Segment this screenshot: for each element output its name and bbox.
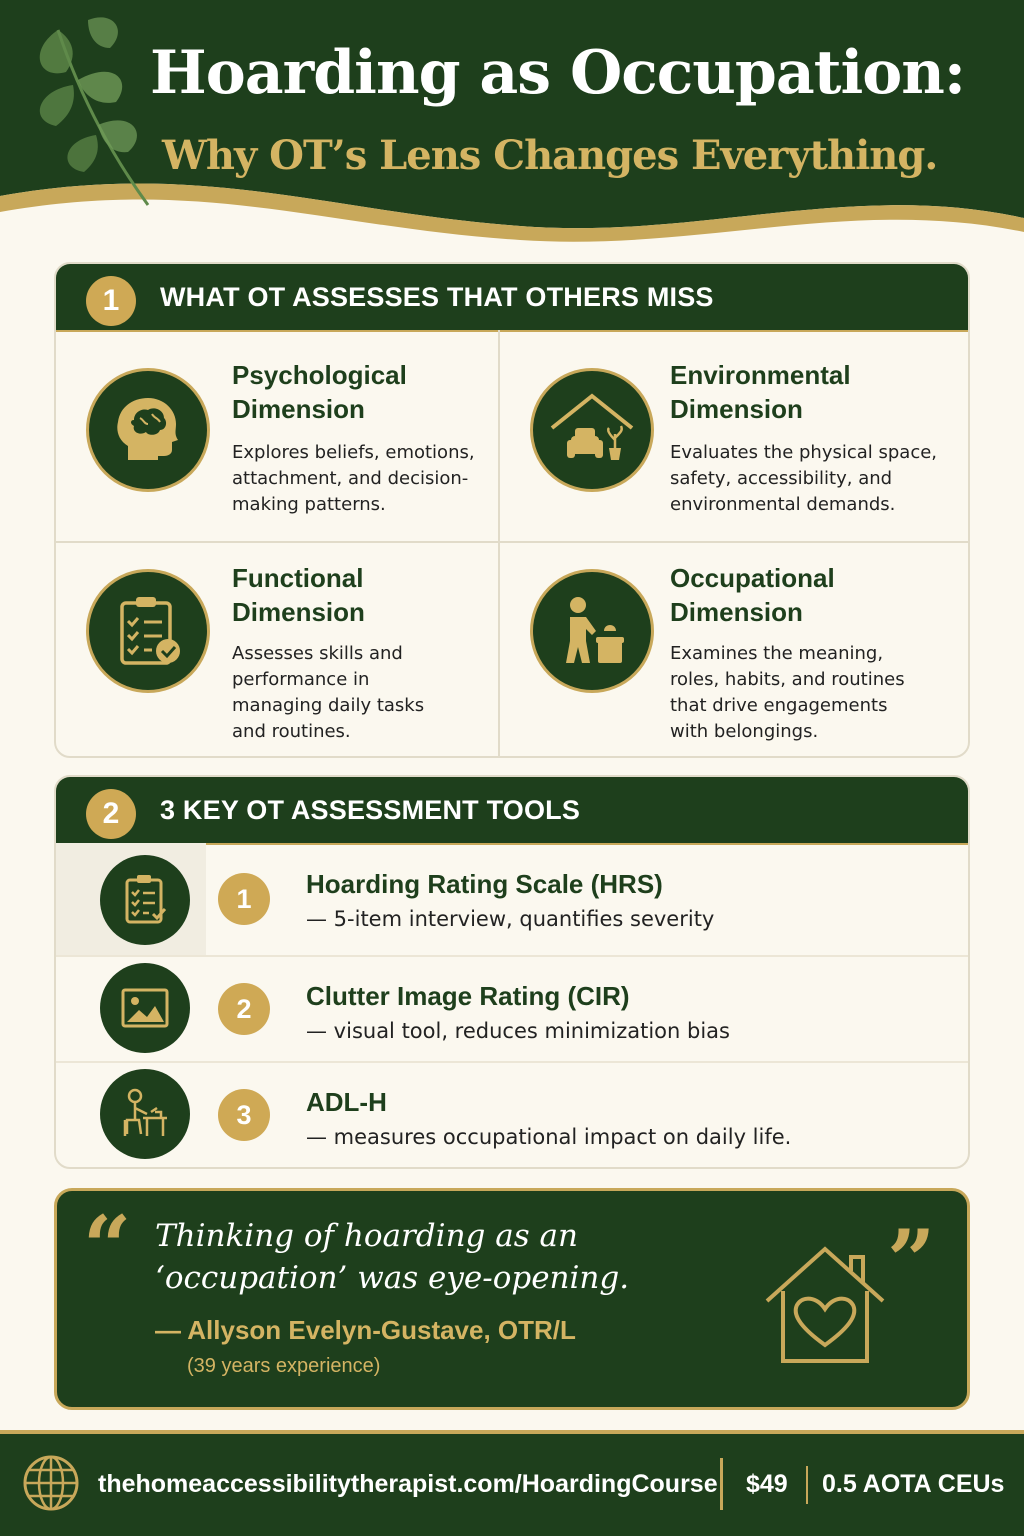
dimension-description: Examines the meaning, roles, habits, and routines that drive engagements with belongings. bbox=[670, 643, 905, 742]
dimension-functional bbox=[56, 543, 498, 758]
dimension-psychological bbox=[56, 330, 498, 541]
dimension-title: Occupational Dimension bbox=[670, 563, 835, 627]
header-banner bbox=[0, 0, 1024, 250]
dimension-title: Functional Dimension bbox=[232, 563, 365, 627]
tool-number-badge: 3 bbox=[218, 1089, 270, 1141]
quote-author: — Allyson Evelyn-Gustave, OTR/L bbox=[155, 1315, 576, 1345]
dimension-occupational bbox=[500, 543, 942, 758]
section-number-badge: 2 bbox=[86, 789, 136, 839]
dimension-environmental bbox=[500, 330, 942, 541]
dimension-title: Environmental Dimension bbox=[670, 360, 851, 424]
section-title: 3 KEY OT ASSESSMENT TOOLS bbox=[160, 795, 581, 825]
dimension-description: Evaluates the physical space, safety, accessibility, and environmental demands. bbox=[670, 442, 938, 515]
section-header bbox=[56, 264, 968, 332]
footer-divider bbox=[720, 1458, 723, 1510]
quote-experience: (39 years experience) bbox=[187, 1355, 381, 1377]
footer-bar bbox=[0, 1430, 1024, 1536]
section-header bbox=[56, 777, 968, 845]
tool-name: Clutter Image Rating (CIR) bbox=[306, 981, 630, 1011]
tool-row-adlh bbox=[56, 1063, 968, 1167]
dimension-description: Assesses skills and performance in managing daily tasks and routines. bbox=[232, 643, 425, 742]
house-heart-icon bbox=[757, 1237, 893, 1373]
section-what-ot-assesses bbox=[54, 262, 970, 758]
section-number-badge: 1 bbox=[86, 276, 136, 326]
tool-number-badge: 1 bbox=[218, 873, 270, 925]
close-quote-icon: ” bbox=[887, 1211, 936, 1310]
brain-head-icon bbox=[86, 368, 210, 492]
tool-description: — 5-item interview, quantifies severity bbox=[306, 907, 715, 931]
house-armchair-icon bbox=[530, 368, 654, 492]
tool-row-hrs bbox=[56, 843, 968, 955]
section-assessment-tools bbox=[54, 775, 970, 1169]
tool-number-badge: 2 bbox=[218, 983, 270, 1035]
footer-divider bbox=[806, 1466, 808, 1504]
tool-row-cir bbox=[56, 957, 968, 1061]
tool-name: ADL-H bbox=[306, 1087, 387, 1117]
clipboard-icon bbox=[100, 855, 190, 945]
globe-icon bbox=[20, 1452, 82, 1514]
course-url-link[interactable]: thehomeaccessibilitytherapist.com/HoardingCourse bbox=[98, 1470, 718, 1498]
section-title: WHAT OT ASSESSES THAT OTHERS MISS bbox=[160, 282, 714, 312]
course-price: $49 bbox=[746, 1470, 788, 1498]
leaf-branch-icon bbox=[18, 10, 158, 210]
quote-text: Thinking of hoarding as an ‘occupation’ was eye-opening. bbox=[155, 1218, 630, 1296]
person-sorting-icon bbox=[530, 569, 654, 693]
page-title: Hoarding as Occupation: bbox=[150, 38, 966, 108]
clipboard-checklist-icon bbox=[86, 569, 210, 693]
course-ceus: 0.5 AOTA CEUs bbox=[822, 1470, 1005, 1498]
testimonial-quote bbox=[54, 1188, 970, 1410]
tool-name: Hoarding Rating Scale (HRS) bbox=[306, 869, 663, 899]
dimension-description: Explores beliefs, emotions, attachment, and decision-making patterns. bbox=[232, 442, 475, 515]
open-quote-icon: “ bbox=[83, 1197, 132, 1296]
image-icon bbox=[100, 963, 190, 1053]
person-at-desk-icon bbox=[100, 1069, 190, 1159]
page-subtitle: Why OT’s Lens Changes Everything. bbox=[162, 132, 938, 179]
tool-description: — visual tool, reduces minimization bias bbox=[306, 1019, 730, 1043]
dimension-title: Psychological Dimension bbox=[232, 360, 407, 424]
tool-description: — measures occupational impact on daily life. bbox=[306, 1125, 792, 1149]
